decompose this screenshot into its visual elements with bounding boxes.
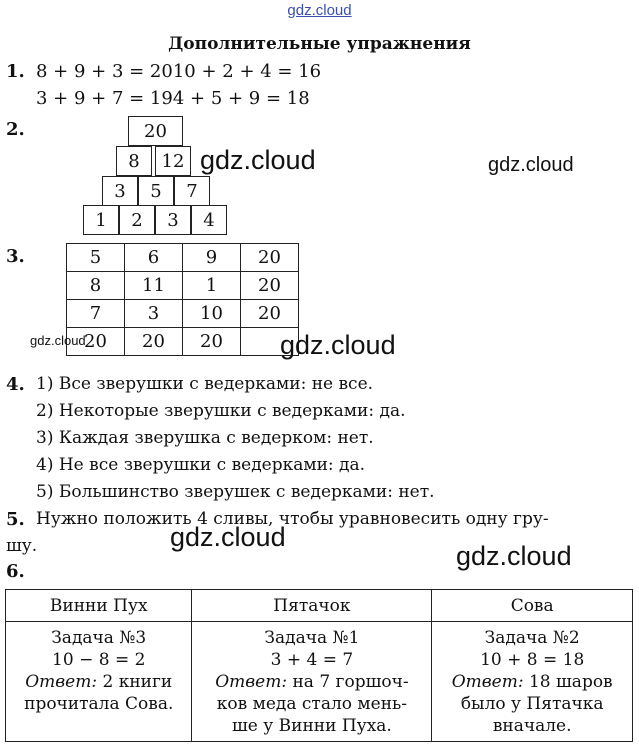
answer-cell [432,622,633,742]
table-row [67,272,299,300]
answer-label: Ответ: [25,672,98,692]
answer-label: Ответ: [215,672,288,692]
task-expression: 10 − 8 = 2 [52,650,146,670]
pyramid-cell: 2 [119,205,155,235]
answer-cell [6,622,192,742]
exercise-5-line-1: Нужно положить 4 сливы, чтобы уравновесить одну гру- [36,509,549,529]
column-header-piglet: Пятачок [192,590,432,622]
table-cell: 10 [183,300,241,328]
watermark: gdz.cloud [200,145,316,175]
exercise-5-line-2: шу. [6,536,38,556]
pyramid-cell: 7 [174,176,210,206]
exercise-2-number: 2. [6,119,25,140]
exercise-4-item: 5) Большинство зверушек с ведерками: нет. [36,482,435,502]
exercise-4-item: 3) Каждая зверушка с ведерком: нет. [36,428,374,448]
watermark: gdz.cloud [170,522,286,552]
task-expression: 10 + 8 = 18 [480,650,585,670]
table-cell: 20 [67,328,125,356]
table-cell: 9 [183,244,241,272]
pyramid-cell: 8 [116,146,152,176]
table-cell: 6 [125,244,183,272]
table-cell: 20 [125,328,183,356]
answer-text: ше у Винни Пуха. [231,716,392,736]
pyramid-cell: 1 [83,205,119,235]
answer-text: ков меда стало мень- [216,694,408,714]
pyramid-cell: 3 [155,205,191,235]
task-expression: 3 + 4 = 7 [270,650,354,670]
answer-text: было у Пятачка [460,694,604,714]
exercise-4-item: 2) Некоторые зверушки с ведерками: да. [36,401,406,421]
table-cell: 1 [183,272,241,300]
exercise-6-number: 6. [6,561,25,582]
page-title: Дополнительные упражнения [168,34,471,54]
table-cell: 20 [241,244,299,272]
table-row [67,328,299,356]
exercise-1-line-2: 3 + 9 + 7 = 194 + 5 + 9 = 18 [36,88,310,109]
pyramid-cell: 5 [138,176,174,206]
watermark-top[interactable]: gdz.cloud [287,2,352,19]
task-title: Задача №1 [264,628,360,648]
column-header-winnie: Винни Пух [6,590,192,622]
table-row [6,622,633,742]
exercise-1 [6,61,321,82]
answer-text: прочитала Сова. [24,694,174,714]
answer-text: 2 книги [97,672,173,692]
table-cell: 7 [67,300,125,328]
watermark: gdz.cloud [280,330,396,360]
watermark: gdz.cloud [30,333,86,348]
table-cell: 11 [125,272,183,300]
table-cell: 8 [67,272,125,300]
table-cell: 5 [67,244,125,272]
answer-text: вначале. [492,716,572,736]
pyramid-cell: 3 [102,176,138,206]
exercise-3-number: 3. [6,246,25,267]
exercise-4-item: 1) Все зверушки с ведерками: не все. [36,374,374,394]
table-row [67,244,299,272]
table-cell: 20 [241,300,299,328]
magic-square-table [66,243,299,356]
watermark: gdz.cloud [488,154,574,176]
table-cell: 3 [125,300,183,328]
table-header-row [6,590,633,622]
exercise-4-number: 4. [6,374,25,395]
exercise-5-number: 5. [6,509,25,530]
table-cell: 20 [183,328,241,356]
pyramid-cell: 4 [191,205,227,235]
task-title: Задача №3 [51,628,147,648]
exercise-4-item: 4) Не все зверушки с ведерками: да. [36,455,366,475]
exercise-1-line-1: 8 + 9 + 3 = 2010 + 2 + 4 = 16 [36,61,322,82]
watermark: gdz.cloud [456,541,572,571]
answer-label: Ответ: [451,672,524,692]
pyramid-cell: 12 [155,146,191,176]
table-row [67,300,299,328]
column-header-owl: Сова [432,590,633,622]
exercise-1-number: 1. [6,61,25,82]
answer-cell [192,622,432,742]
pyramid-cell: 20 [128,116,183,146]
answer-text: на 7 горшоч- [287,672,409,692]
answer-text: 18 шаров [523,672,613,692]
task-title: Задача №2 [484,628,580,648]
answers-table [5,589,633,742]
table-cell: 20 [241,272,299,300]
